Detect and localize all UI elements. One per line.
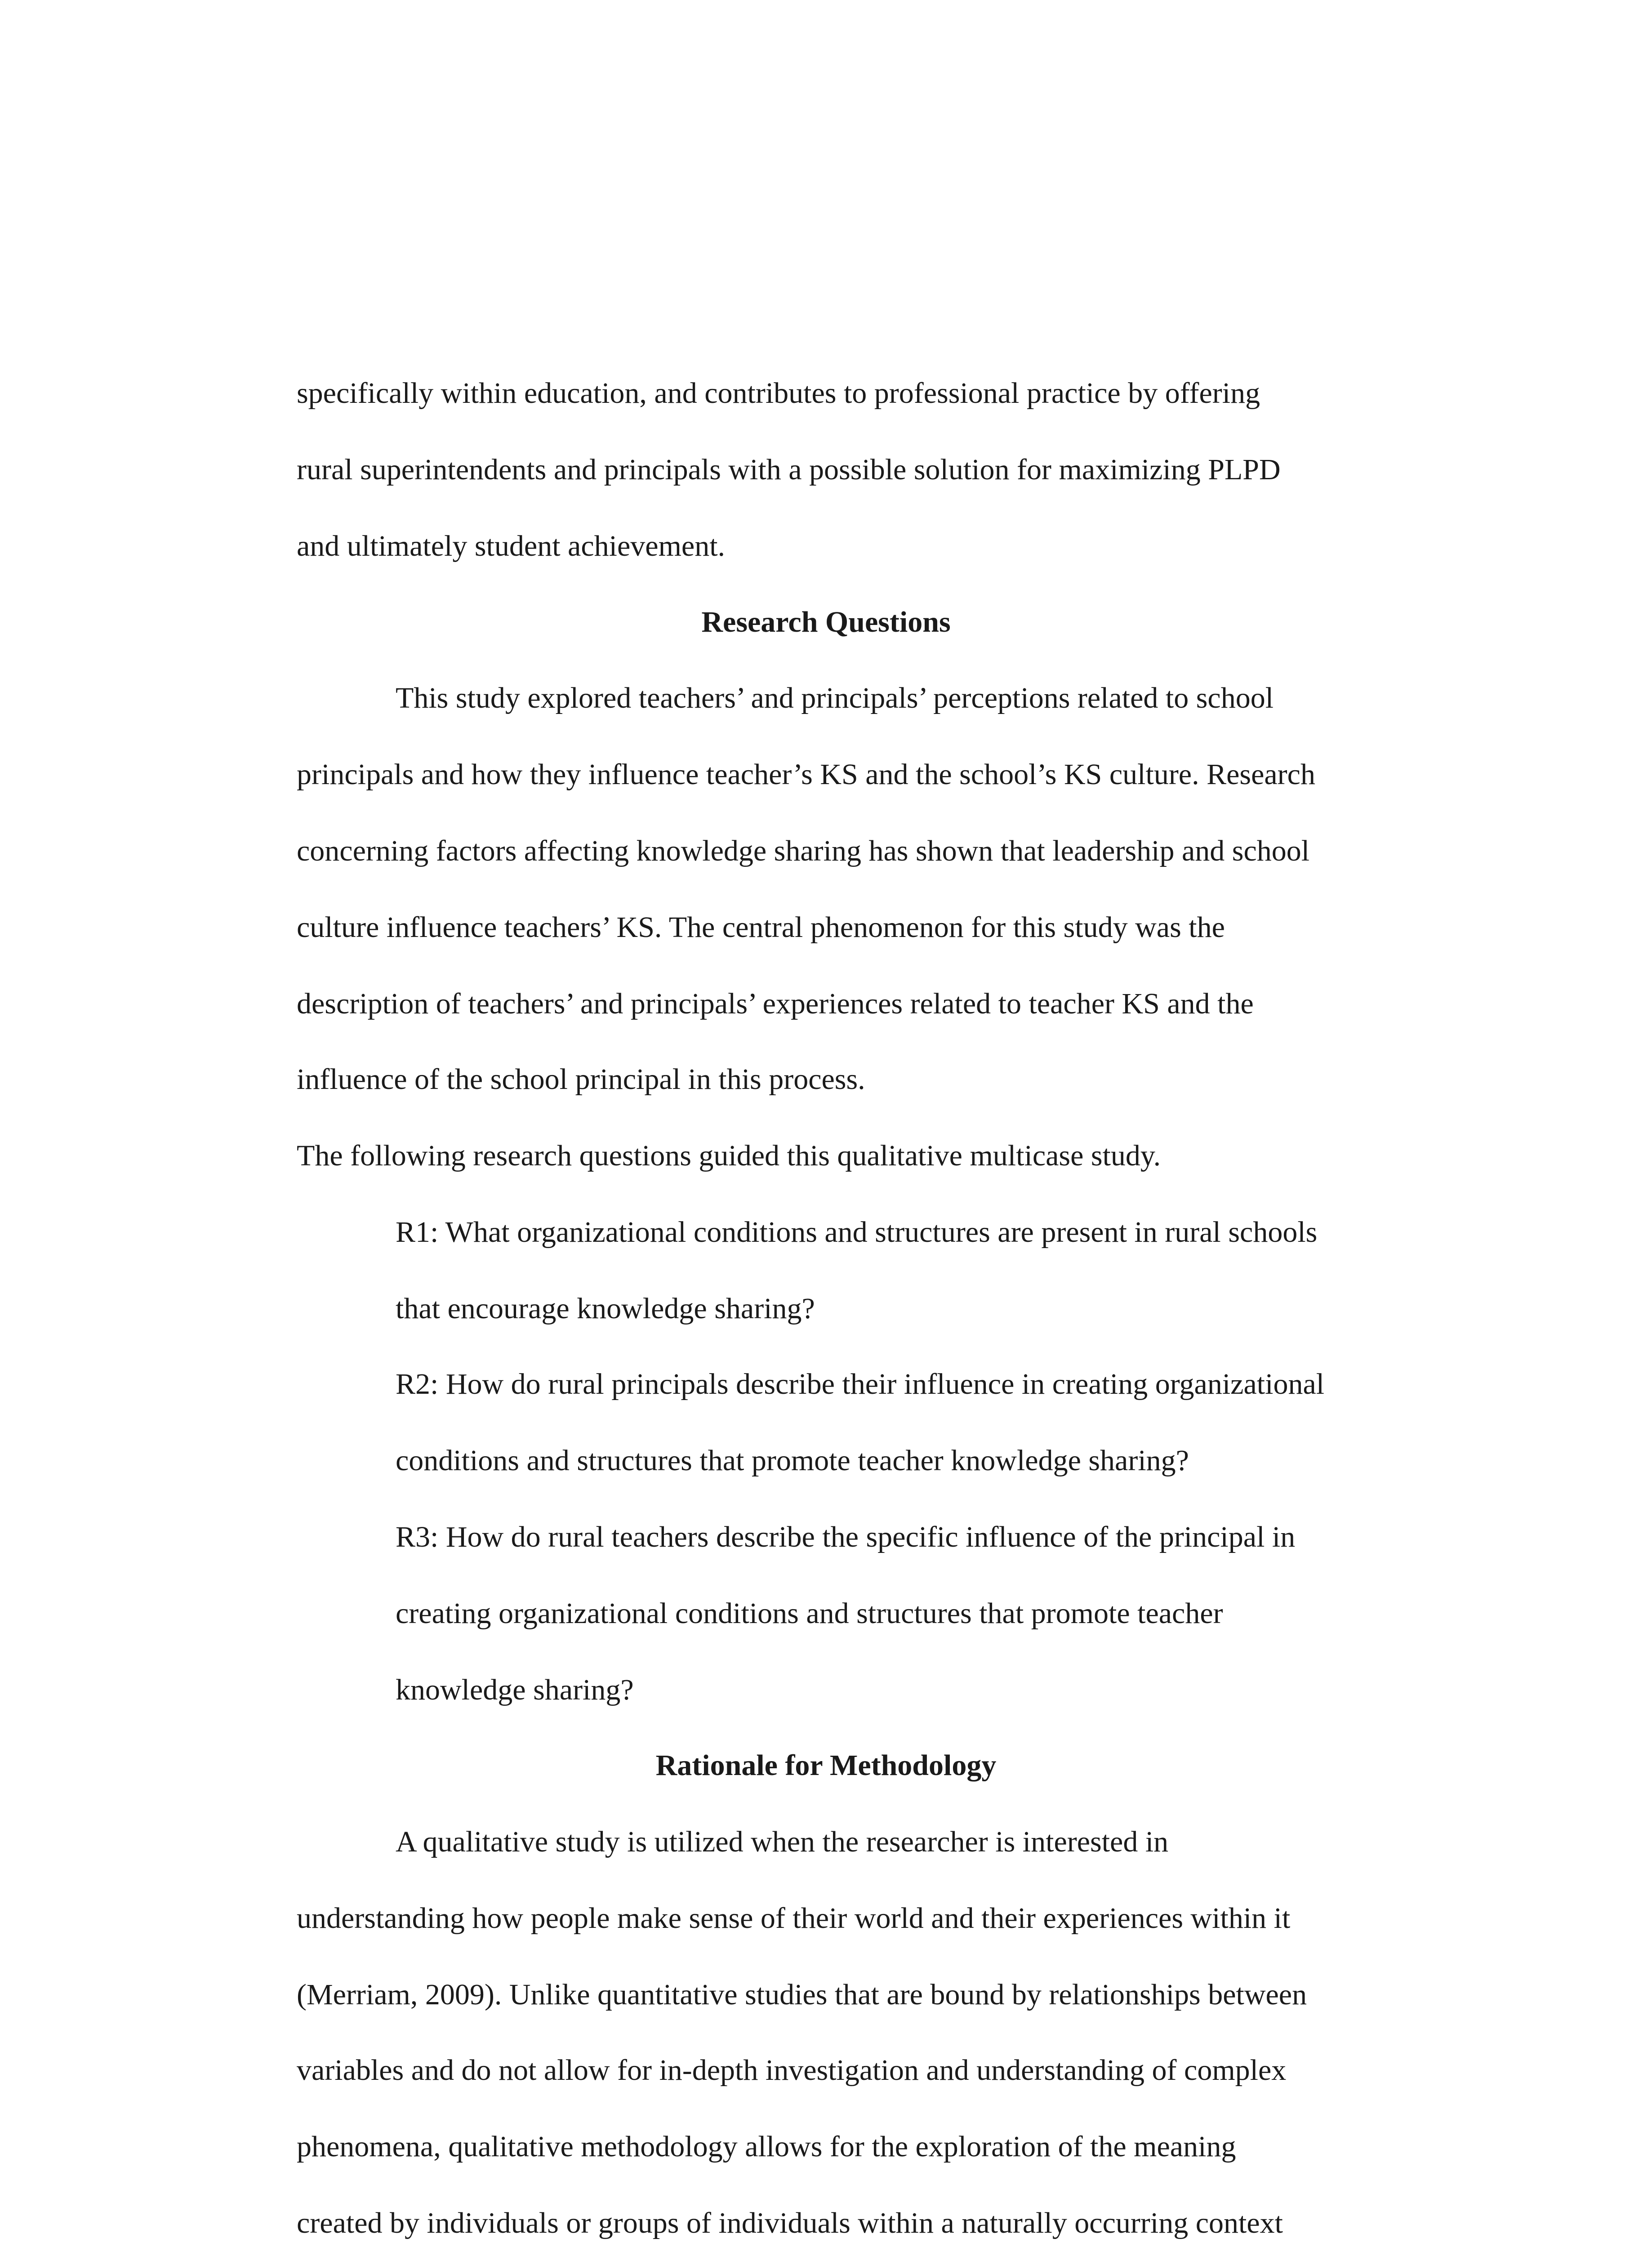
- body-text-line: This study explored teachers’ and principals’ perceptions related to school: [396, 682, 1274, 714]
- body-text-line: principals and how they influence teacher’s KS and the school’s KS culture. Research: [297, 758, 1315, 791]
- body-text-line: (Merriam, 2009). Unlike quantitative studies that are bound by relationships between: [297, 1978, 1307, 2011]
- body-text-line: rural superintendents and principals with a possible solution for maximizing PLPD: [297, 453, 1281, 486]
- body-text-line: concerning factors affecting knowledge sharing has shown that leadership and school: [297, 834, 1310, 867]
- body-text-line: specifically within education, and contributes to professional practice by offering: [297, 377, 1260, 410]
- body-text-line: and ultimately student achievement.: [297, 530, 726, 562]
- research-question-r1-line: R1: What organizational conditions and structures are present in rural schools: [396, 1216, 1318, 1249]
- research-question-r3-line: knowledge sharing?: [396, 1673, 634, 1706]
- section-heading-methodology: Rationale for Methodology: [655, 1749, 997, 1782]
- body-text-line: The following research questions guided this qualitative multicase study.: [297, 1139, 1161, 1172]
- research-question-r3-line: creating organizational conditions and structures that promote teacher: [396, 1597, 1223, 1630]
- research-question-r2-line: conditions and structures that promote teacher knowledge sharing?: [396, 1444, 1189, 1477]
- body-text-line: culture influence teachers’ KS. The central phenomenon for this study was the: [297, 911, 1225, 944]
- body-text-line: A qualitative study is utilized when the researcher is interested in: [396, 1825, 1169, 1858]
- body-text-line: description of teachers’ and principals’ experiences related to teacher KS and the: [297, 987, 1254, 1020]
- body-text-line: phenomena, qualitative methodology allows for the exploration of the meaning: [297, 2130, 1236, 2163]
- body-text-line: influence of the school principal in this process.: [297, 1063, 865, 1096]
- research-question-r3-line: R3: How do rural teachers describe the specific influence of the principal in: [396, 1521, 1296, 1553]
- section-heading-research-questions: Research Questions: [701, 606, 951, 638]
- research-question-r1-line: that encourage knowledge sharing?: [396, 1292, 815, 1325]
- body-text-line: created by individuals or groups of individuals within a naturally occurring context: [297, 2207, 1283, 2239]
- research-question-r2-line: R2: How do rural principals describe their influence in creating organizational: [396, 1368, 1325, 1401]
- body-text-line: variables and do not allow for in-depth investigation and understanding of complex: [297, 2054, 1287, 2087]
- body-text-line: understanding how people make sense of their world and their experiences within it: [297, 1902, 1291, 1935]
